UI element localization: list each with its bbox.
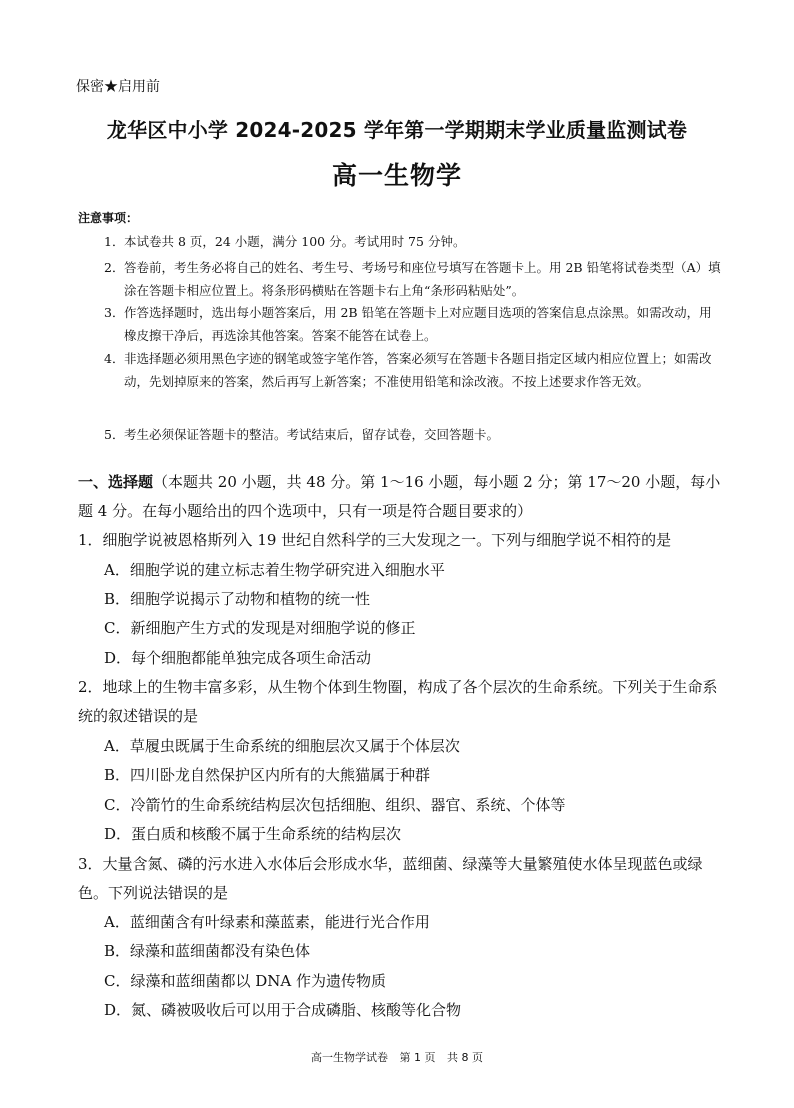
notice-item [104,230,724,253]
notice-item-text: 答卷前，考生务必将自己的姓名、考生号、考场号和座位号填写在答题卡上。用 2B 铅笔将试卷类型（A）填涂在答题卡相应位置上。将条形码横贴在答题卡右上角“条形码粘贴处”。 [124,260,721,298]
question-option: D．每个细胞都能单独完成各项生命活动 [104,649,372,667]
section-description: （本题共 20 小题，共 48 分。第 1～16 小题，每小题 2 分；第 17～20 小题，每小题 4 分。在每小题给出的四个选项中，只有一项是符合题目要求的） [78,473,721,520]
notice-item-text: 考生必须保证答题卡的整洁。考试结束后，留存试卷，交回答题卡。 [124,427,500,442]
notice-item-number: 1． [104,234,125,249]
question-option: D．氮、磷被吸收后可以用于合成磷脂、核酸等化合物 [104,1001,462,1019]
notice-item-number: 4． [104,351,125,366]
section-label: 一、选择题 [78,473,154,491]
subject-title: 高一生物学 [331,161,462,190]
footer-page-total: 共 8 页 [447,1051,483,1064]
notice-item-number: 2． [104,260,125,275]
confidential-label: 保密★启用前 [76,79,160,95]
notice-item [104,423,724,446]
question-stem: 3．大量含氮、磷的污水进入水体后会形成水华，蓝细菌、绿藻等大量繁殖使水体呈现蓝色或绿色。下列说法错误的是 [78,855,703,902]
question-option: B．细胞学说揭示了动物和植物的统一性 [104,590,371,608]
notice-item [104,256,724,302]
question-option: D．蛋白质和核酸不属于生命系统的结构层次 [104,825,402,843]
notice-item-text: 非选择题必须用黑色字迹的钢笔或签字笔作答，答案必须写在答题卡各题目指定区域内相应位置上；如需改动，先划掉原来的答案，然后再写上新答案；不准使用铅笔和涂改液。不按上述要求作答无效。 [124,351,712,389]
question-stem: 2．地球上的生物丰富多彩，从生物个体到生物圈，构成了各个层次的生命系统。下列关于生命系统的叙述错误的是 [78,678,718,725]
question-option: C．冷箭竹的生命系统结构层次包括细胞、组织、器官、系统、个体等 [104,796,566,814]
question-option: C．绿藻和蓝细菌都以 DNA 作为遗传物质 [104,972,386,990]
question-option: A．蓝细菌含有叶绿素和藻蓝素，能进行光合作用 [104,913,430,931]
footer-subject: 高一生物学试卷 [311,1051,388,1064]
notice-item-number: 3． [104,305,125,320]
notice-item [104,301,724,347]
notice-item-number: 5． [104,427,125,442]
page-footer [0,1049,794,1065]
question-option: A．细胞学说的建立标志着生物学研究进入细胞水平 [104,561,445,579]
notice-item [104,347,724,393]
notice-item-text: 作答选择题时，选出每小题答案后，用 2B 铅笔在答题卡上对应题目选项的答案信息点涂黑。如需改动，用橡皮擦干净后，再选涂其他答案。答案不能答在试卷上。 [124,305,712,343]
question-stem: 1．细胞学说被恩格斯列入 19 世纪自然科学的三大发现之一。下列与细胞学说不相符的是 [78,531,672,549]
question-option: A．草履虫既属于生命系统的细胞层次又属于个体层次 [104,737,460,755]
question-option: C．新细胞产生方式的发现是对细胞学说的修正 [104,619,416,637]
notice-item-text: 本试卷共 8 页，24 小题，满分 100 分。考试用时 75 分钟。 [124,234,466,249]
notice-heading: 注意事项： [78,211,139,225]
exam-title: 龙华区中小学 2024-2025 学年第一学期期末学业质量监测试卷 [106,118,688,142]
footer-page-number: 第 1 页 [399,1051,436,1064]
question-option: B．四川卧龙自然保护区内所有的大熊猫属于种群 [104,766,431,784]
section-heading [78,468,728,526]
question-option: B．绿藻和蓝细菌都没有染色体 [104,942,311,960]
